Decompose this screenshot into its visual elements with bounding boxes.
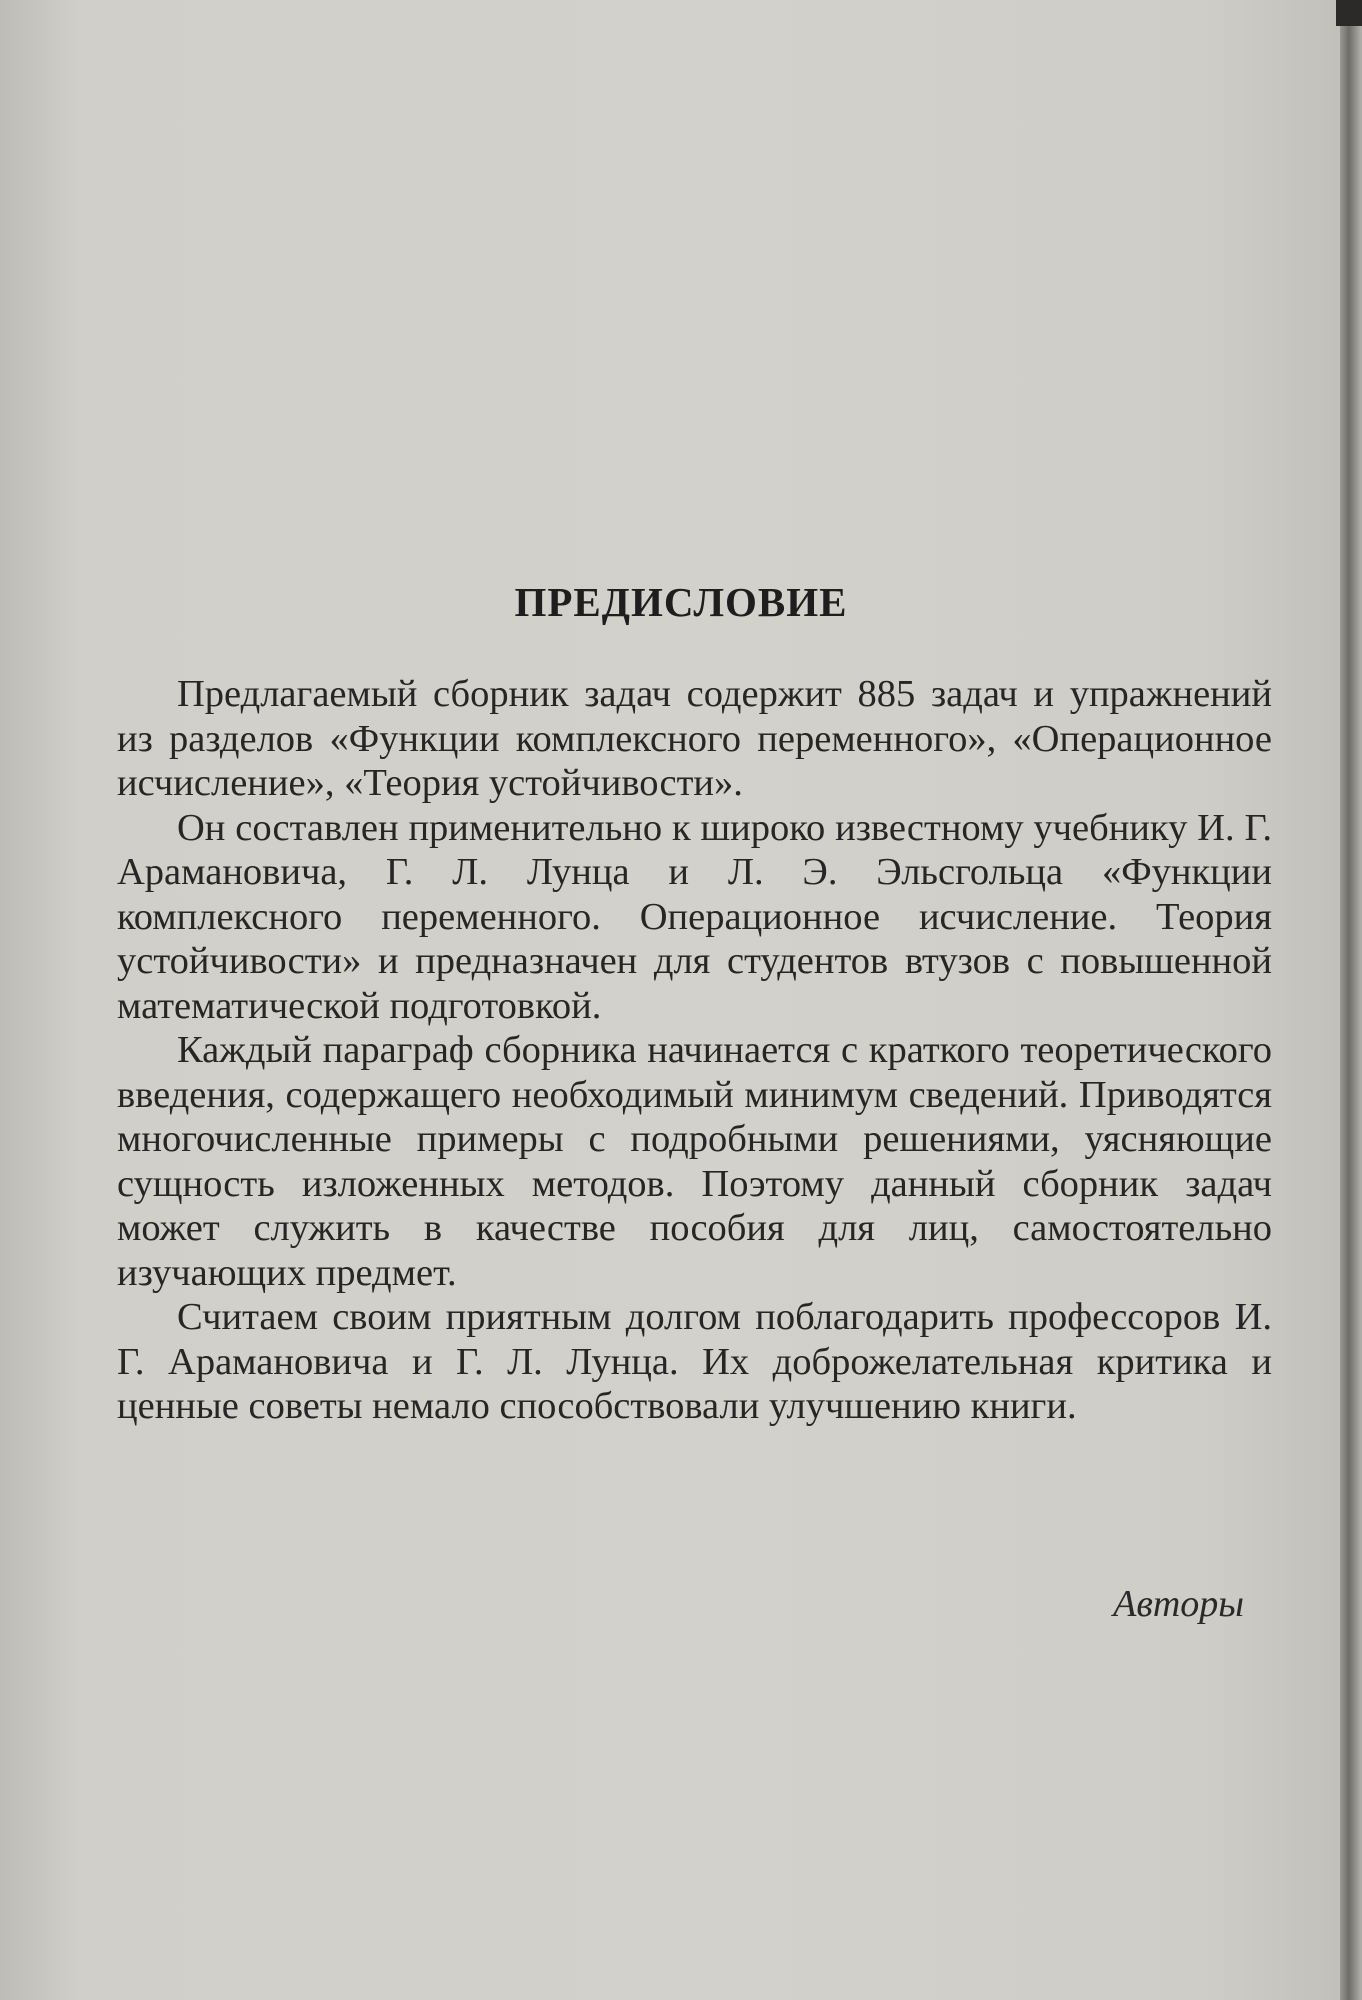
page-title: ПРЕДИСЛОВИЕ <box>514 579 848 625</box>
paragraph-1: Предлагаемый сборник задач содержит 885 задач и упражнений из разделов «Функции комплексного переменного», «Операционное исчисление», «Теория устойчивости». <box>117 673 1272 804</box>
paragraph-4: Считаем своим приятным долгом поблагодарить профессоров И. Г. Арамановича и Г. Л. Лунца. Их доброжелательная критика и ценные советы немало способствовали улучшению книги. <box>117 1296 1272 1427</box>
paragraph-3: Каждый параграф сборника начинается с краткого теоретического введения, содержащего необходимый минимум сведений. Приводятся многочисленные примеры с подробными решениями, уясняющие сущность изложенных методов. Поэтому данный сборник задач может служить в качестве пособия для лиц, самостоятельно изучающих предмет. <box>117 1029 1272 1294</box>
preface-body <box>117 672 1272 1429</box>
page-edge <box>1340 0 1362 2000</box>
signature: Авторы <box>1113 1583 1244 1625</box>
paragraph-2: Он составлен применительно к широко известному учебнику И. Г. Арамановича, Г. Л. Лунца и Л. Э. Эльсгольца «Функции комплексного переменного. Операционное исчисление. Теория устойчивости» и предназначен для студентов втузов с повышенной математической подготовкой. <box>117 806 1272 1027</box>
page-corner <box>1336 0 1362 26</box>
